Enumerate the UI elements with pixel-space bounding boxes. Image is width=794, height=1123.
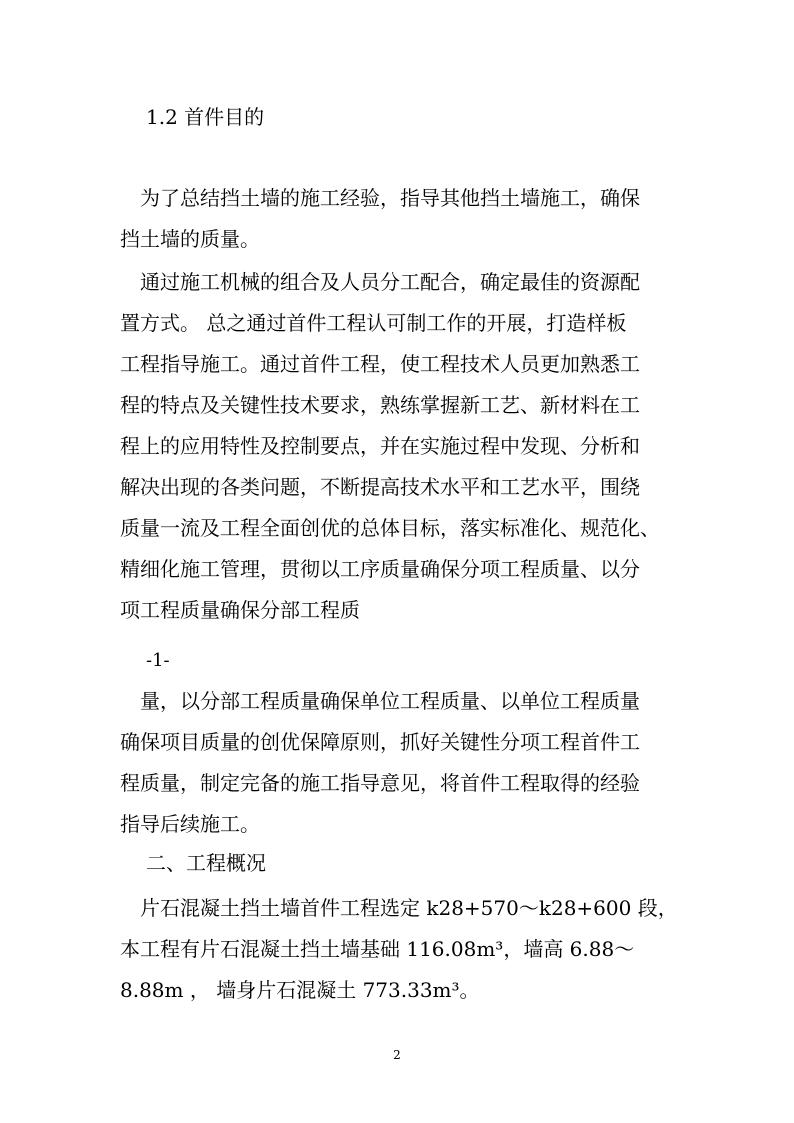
text-line: 程上的应用特性及控制要点，并在实施过程中发现、分析和	[120, 434, 640, 458]
paragraph-purpose-2	[120, 262, 680, 631]
section-heading-purpose: 1.2 首件目的	[146, 105, 265, 129]
text-line: 程的特点及关键性技术要求，熟练掌握新工艺、新材料在工	[120, 393, 640, 417]
text-line: 置方式。 总之通过首件工程认可制工作的开展，打造样板	[120, 311, 627, 335]
text-line: 通过施工机械的组合及人员分工配合，确定最佳的资源配	[120, 270, 640, 294]
text-line: 确保项目质量的创优保障原则，抓好关键性分项工程首件工	[120, 730, 640, 754]
text-line: 精细化施工管理，贯彻以工序质量确保分项工程质量、以分	[120, 557, 640, 581]
text-line: 指导后续施工。	[120, 812, 260, 836]
text-line: 工程指导施工。通过首件工程，使工程技术人员更加熟悉工	[120, 352, 640, 376]
text-line: 解决出现的各类问题，不断提高技术水平和工艺水平，围绕	[120, 475, 640, 499]
text-line: 量，以分部工程质量确保单位工程质量、以单位工程质量	[120, 689, 640, 713]
text-line: 8.88m ， 墙身片石混凝土 773.33m³。	[120, 978, 480, 1002]
text-line: 挡土墙的质量。	[120, 227, 260, 251]
text-line: 程质量，制定完备的施工指导意见，将首件工程取得的经验	[120, 771, 640, 795]
page-number: 2	[393, 1048, 401, 1062]
text-line: 本工程有片石混凝土挡土墙基础 116.08m³，墙高 6.88～	[120, 937, 635, 961]
text-line: 项工程质量确保分部工程质	[120, 598, 360, 622]
paragraph-overview	[120, 888, 680, 1011]
section-title-overview: 二、工程概况	[146, 851, 266, 875]
inline-page-marker: -1-	[146, 650, 170, 671]
text-line: 片石混凝土挡土墙首件工程选定 k28+570～k28+600 段，	[120, 896, 678, 920]
text-line: 质量一流及工程全面创优的总体目标，落实标准化、规范化、	[120, 516, 660, 540]
text-line: 为了总结挡土墙的施工经验，指导其他挡土墙施工，确保	[120, 186, 640, 210]
paragraph-purpose-3	[120, 681, 680, 845]
paragraph-purpose-1	[120, 178, 680, 260]
